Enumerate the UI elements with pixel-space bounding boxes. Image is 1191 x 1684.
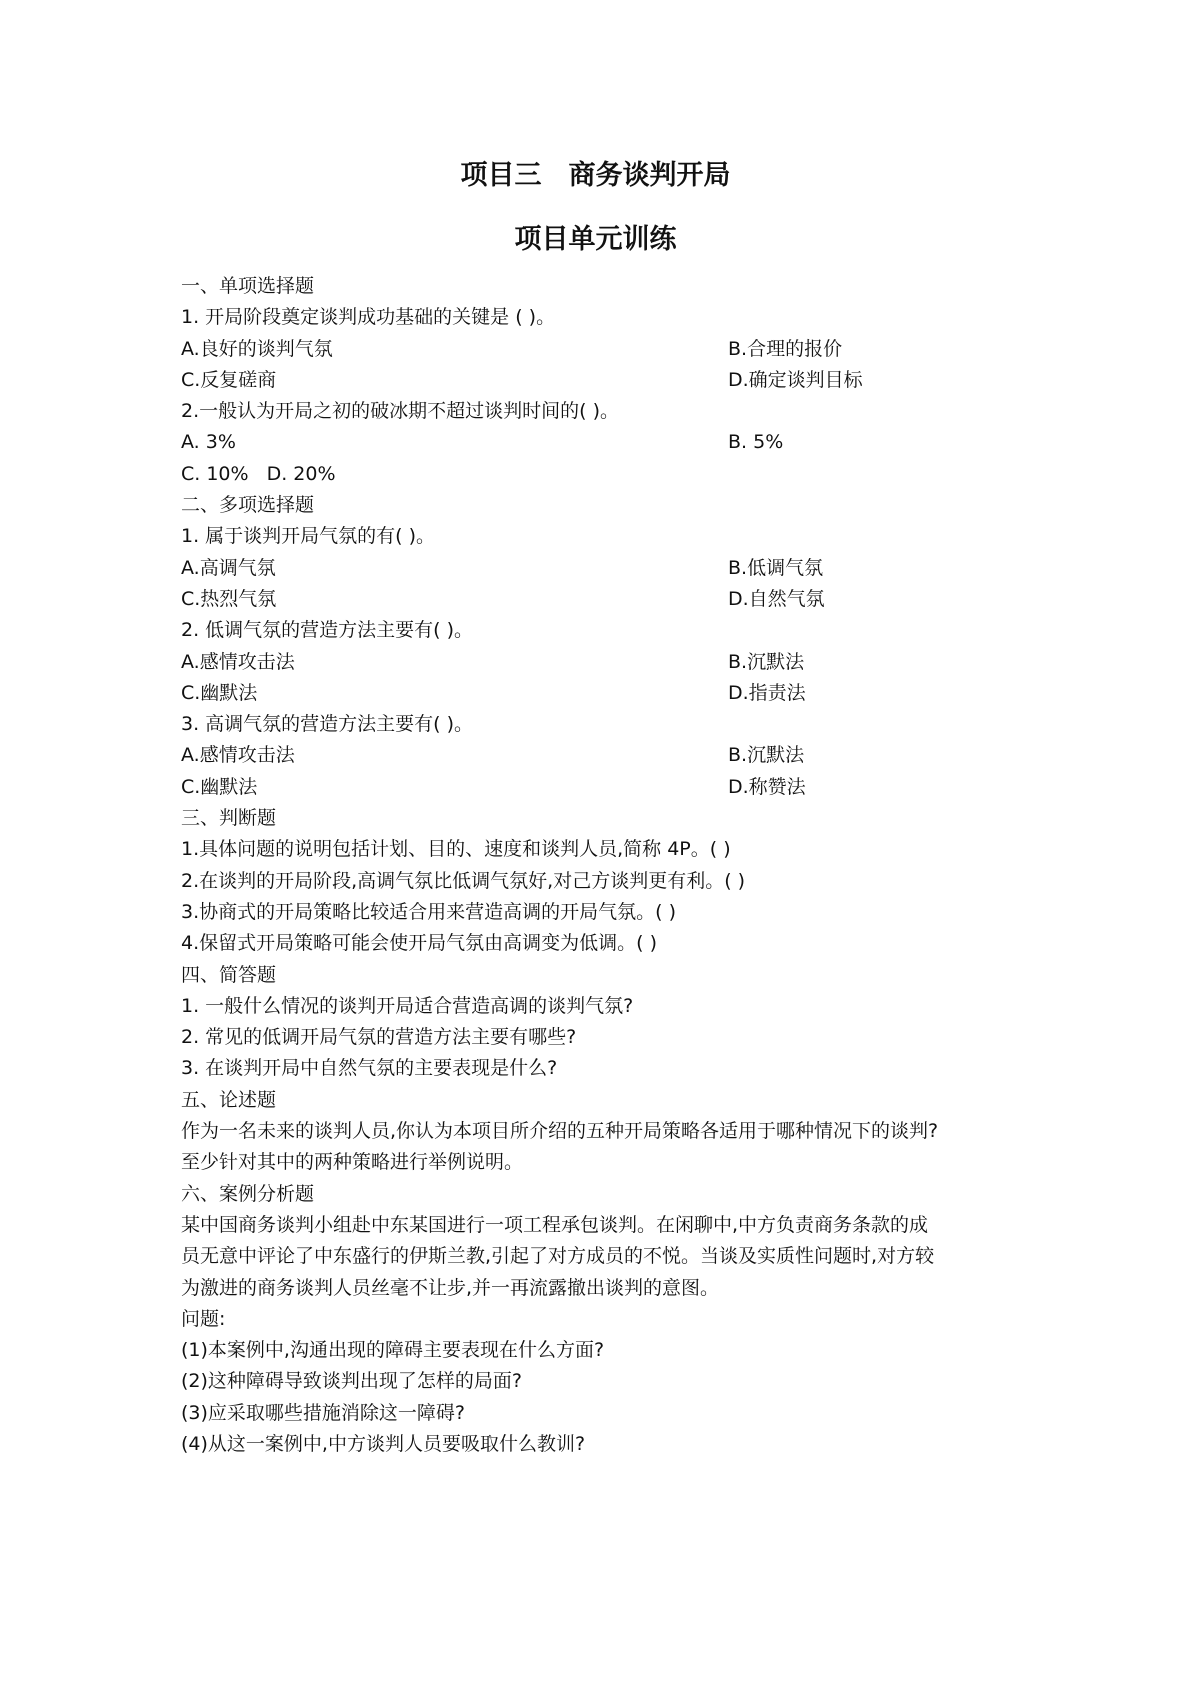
option-b: B.合理的报价 xyxy=(728,337,843,360)
option-row xyxy=(181,647,1041,678)
option-d: D.称赞法 xyxy=(728,775,806,798)
case-question: (2)这种障碍导致谈判出现了怎样的局面? xyxy=(181,1370,522,1393)
option-row xyxy=(181,553,1041,584)
option-row xyxy=(181,334,1041,365)
option-row xyxy=(181,584,1041,615)
option-b: B.低调气氛 xyxy=(728,556,824,579)
question-text: 2.一般认为开局之初的破冰期不超过谈判时间的( )。 xyxy=(181,400,619,423)
option-c: C.热烈气氛 xyxy=(181,587,277,610)
option-b: B.沉默法 xyxy=(728,744,805,767)
question-text: 3. 高调气氛的营造方法主要有( )。 xyxy=(181,713,474,736)
option-row xyxy=(181,459,1041,490)
case-question: (4)从这一案例中,中方谈判人员要吸取什么教训? xyxy=(181,1432,586,1455)
option-d: D. 20% xyxy=(266,462,336,485)
case-question: (1)本案例中,沟通出现的障碍主要表现在什么方面? xyxy=(181,1339,605,1362)
option-c: C.幽默法 xyxy=(181,775,258,798)
option-a: A. 3% xyxy=(181,431,236,454)
option-c: C.反复磋商 xyxy=(181,368,277,391)
option-c: C. 10% xyxy=(181,462,249,485)
section-heading: 四、简答题 xyxy=(181,963,277,986)
section-heading: 三、判断题 xyxy=(181,807,277,830)
option-row xyxy=(181,678,1041,709)
option-a: A.感情攻击法 xyxy=(181,650,295,673)
option-d: D.指责法 xyxy=(728,681,806,704)
judgement-item: 1.具体问题的说明包括计划、目的、速度和谈判人员,简称 4P。( ) xyxy=(181,838,731,861)
short-answer-item: 3. 在谈判开局中自然气氛的主要表现是什么? xyxy=(181,1057,558,1080)
section-heading: 五、论述题 xyxy=(181,1088,277,1111)
section-heading: 六、案例分析题 xyxy=(181,1182,315,1205)
document-title: 项目三 商务谈判开局 xyxy=(460,160,731,191)
option-c: C.幽默法 xyxy=(181,681,258,704)
judgement-item: 4.保留式开局策略可能会使开局气氛由高调变为低调。( ) xyxy=(181,932,657,955)
judgement-item: 2.在谈判的开局阶段,高调气氛比低调气氛好,对己方谈判更有利。( ) xyxy=(181,869,746,892)
essay-line: 至少针对其中的两种策略进行举例说明。 xyxy=(181,1151,524,1174)
option-b: B.沉默法 xyxy=(728,650,805,673)
option-d: D.确定谈判目标 xyxy=(728,368,863,391)
case-line: 某中国商务谈判小组赴中东某国进行一项工程承包谈判。在闲聊中,中方负责商务条款的成 xyxy=(181,1213,929,1236)
question-text: 1. 属于谈判开局气氛的有( )。 xyxy=(181,525,436,548)
short-answer-item: 2. 常见的低调开局气氛的营造方法主要有哪些? xyxy=(181,1026,577,1049)
document-body xyxy=(181,271,1041,1460)
question-text: 1. 开局阶段奠定谈判成功基础的关键是 ( )。 xyxy=(181,306,556,329)
option-row xyxy=(181,427,1041,458)
short-answer-item: 1. 一般什么情况的谈判开局适合营造高调的谈判气氛? xyxy=(181,994,634,1017)
option-b: B. 5% xyxy=(728,431,784,454)
document-subtitle: 项目单元训练 xyxy=(514,224,677,255)
option-a: A.良好的谈判气氛 xyxy=(181,337,333,360)
case-question: (3)应采取哪些措施消除这一障碍? xyxy=(181,1401,465,1424)
question-label: 问题: xyxy=(181,1307,226,1330)
case-line: 为激进的商务谈判人员丝毫不让步,并一再流露撤出谈判的意图。 xyxy=(181,1276,720,1299)
case-line: 员无意中评论了中东盛行的伊斯兰教,引起了对方成员的不悦。当谈及实质性问题时,对方较 xyxy=(181,1245,935,1268)
option-row xyxy=(181,772,1041,803)
option-d: D.自然气氛 xyxy=(728,587,825,610)
option-row xyxy=(181,365,1041,396)
question-text: 2. 低调气氛的营造方法主要有( )。 xyxy=(181,619,474,642)
judgement-item: 3.协商式的开局策略比较适合用来营造高调的开局气氛。( ) xyxy=(181,900,676,923)
option-a: A.感情攻击法 xyxy=(181,744,295,767)
option-a: A.高调气氛 xyxy=(181,556,276,579)
essay-line: 作为一名未来的谈判人员,你认为本项目所介绍的五种开局策略各适用于哪种情况下的谈判? xyxy=(181,1120,939,1143)
option-row xyxy=(181,740,1041,771)
section-heading: 二、多项选择题 xyxy=(181,494,315,517)
section-heading: 一、单项选择题 xyxy=(181,275,315,297)
